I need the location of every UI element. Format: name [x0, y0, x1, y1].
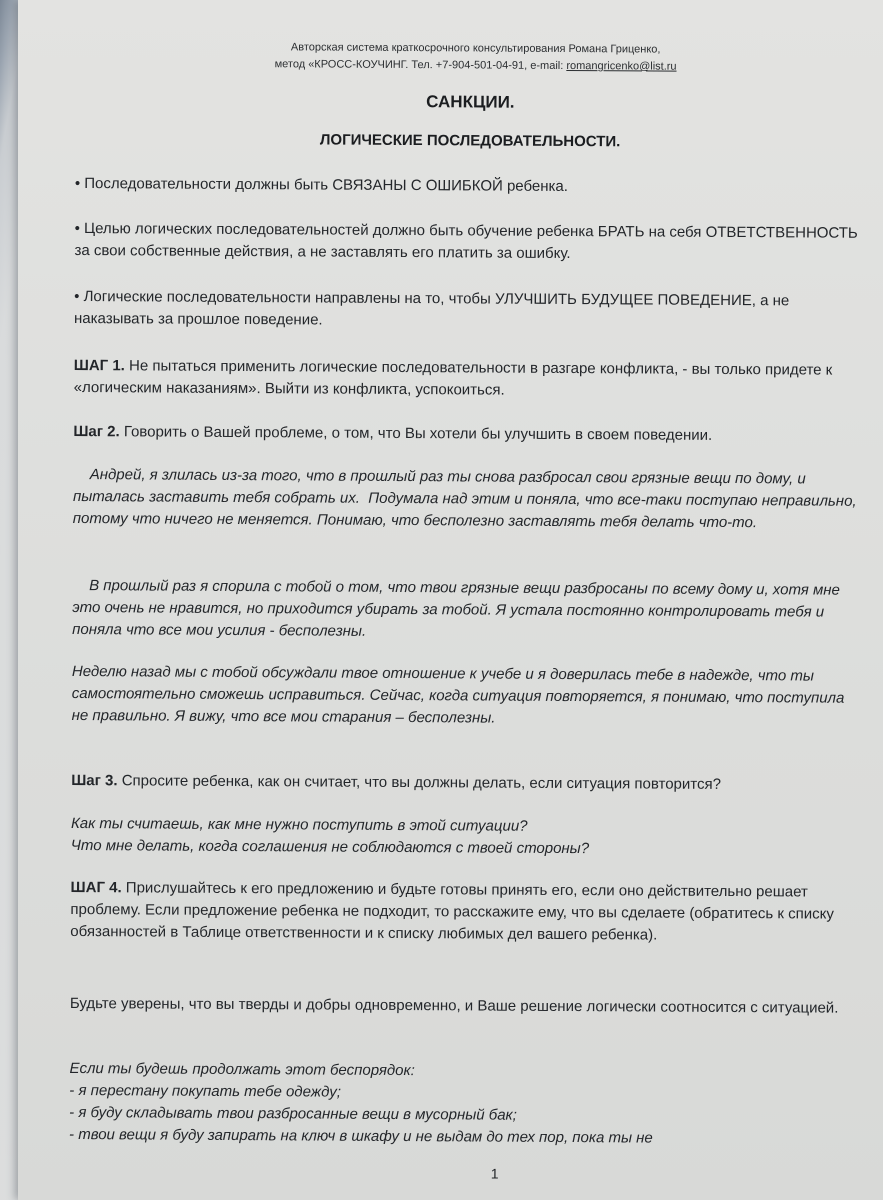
- step-2-example-2: В прошлый раз я спорила с тобой о том, что твои грязные вещи разбросаны по всему дому и, хотя мне это очень не нравится, но приходится убирать за тобой. Я устала постоянно контролировать тебя и поняла что все мои усилия - бесполезны.: [72, 576, 845, 640]
- step-3-label: Шаг 3.: [71, 771, 118, 790]
- step-1-label: ШАГ 1.: [73, 356, 125, 375]
- header-line-2: [266, 56, 686, 76]
- step-4-example-1: - я перестану покупать тебе одежду;: [69, 1081, 341, 1101]
- step-3-text: Спросите ребенка, как он считает, что вы должны делать, если ситуация повторится?: [117, 772, 722, 793]
- step-4-label: ШАГ 4.: [70, 878, 122, 897]
- step-4-text: Прислушайтесь к его предложению и будьте готовы принять его, если оно действительно решает проблему. Если предложение ребенка не подходит, то расскажите ему, что вы сделаете (обратитесь к списку обязанностей в Таблице ответственности и к списку любимых дел вашего ребенка).: [70, 879, 834, 944]
- header-email-link[interactable]: romangricenko@list.ru: [566, 59, 677, 73]
- step-4-example-3: - твои вещи я буду запирать на ключ в шкафу и не выдам до тех пор, пока ты не: [69, 1125, 653, 1147]
- bullet-item-1: • Последовательности должны быть СВЯЗАНЫ С ОШИБКОЙ ребенка.: [74, 174, 569, 196]
- step-1-text: Не пытаться применить логические последовательности в разгаре конфликта, - вы только придете к «логическим наказаниям». Выйти из конфликта, успокоиться.: [73, 357, 833, 399]
- step-4: [70, 877, 860, 948]
- bullet-item-2: • Целью логических последовательностей должно быть обучение ребенка БРАТЬ на себя ОТВЕТСТВЕННОСТЬ за свои собственные действия, а не заставлять его платить за ошибку.: [74, 219, 858, 263]
- step-2-text: Говорить о Вашей проблеме, о том, что Вы хотели бы улучшить в своем поведении.: [119, 423, 713, 444]
- step-3-example-1: Как ты считаешь, как мне нужно поступить в этой ситуации?: [70, 814, 528, 835]
- header-contacts: метод «КРОСС-КОУЧИНГ. Тел. +7-904-501-04-91, e-mail:: [274, 58, 567, 72]
- page-subtitle: ЛОГИЧЕСКИЕ ПОСЛЕДОВАТЕЛЬНОСТИ.: [319, 131, 621, 151]
- closing-note: Будьте уверены, что вы тверды и добры одновременно, и Ваше решение логически соотносится с ситуацией.: [69, 994, 839, 1017]
- document-header: [266, 39, 686, 76]
- step-3-example-2: Что мне делать, когда соглашения не соблюдаются с твоей стороны?: [70, 836, 590, 858]
- step-2-example-3: Неделю назад мы с тобой обсуждали твое отношение к учебе и я доверилась тебе в надежде, что ты самостоятельно сможешь исправиться. Сейчас, когда ситуация повторяется, я понимаю, что поступила не правильно. Я вижу, что все мои старания – бесполезны.: [71, 662, 845, 727]
- page-content: [69, 0, 866, 1182]
- step-4-example-2: - я буду складывать твои разбросанные вещи в мусорный бак;: [69, 1103, 517, 1124]
- step-2: [73, 421, 863, 448]
- step-2-label: Шаг 2.: [73, 422, 120, 441]
- step-2-example-1: Андрей, я злилась из-за того, что в прошлый раз ты снова разбросал свои грязные вещи по дому, и пыталась заставить тебя собрать их. Подумала над этим и поняла, что все-таки поступаю неправильно, потому что ничего не меняется. Понимаю, что бесполезно заставлять тебя делать что-то.: [72, 465, 861, 532]
- page-title: САНКЦИИ.: [426, 92, 515, 112]
- step-4-example-intro: Если ты будешь продолжать этот беспорядок:: [69, 1059, 415, 1080]
- step-3: [71, 770, 861, 797]
- step-1: [74, 355, 864, 404]
- bullet-item-3: • Логические последовательности направлены на то, чтобы УЛУЧШИТЬ БУДУЩЕЕ ПОВЕДЕНИЕ, а не наказывать за прошлое поведение.: [74, 287, 790, 329]
- document-page: [18, 0, 883, 1200]
- header-line-1: Авторская система краткосрочного консультирования Романа Гриценко,: [290, 41, 661, 56]
- page-number: 1: [490, 1165, 499, 1182]
